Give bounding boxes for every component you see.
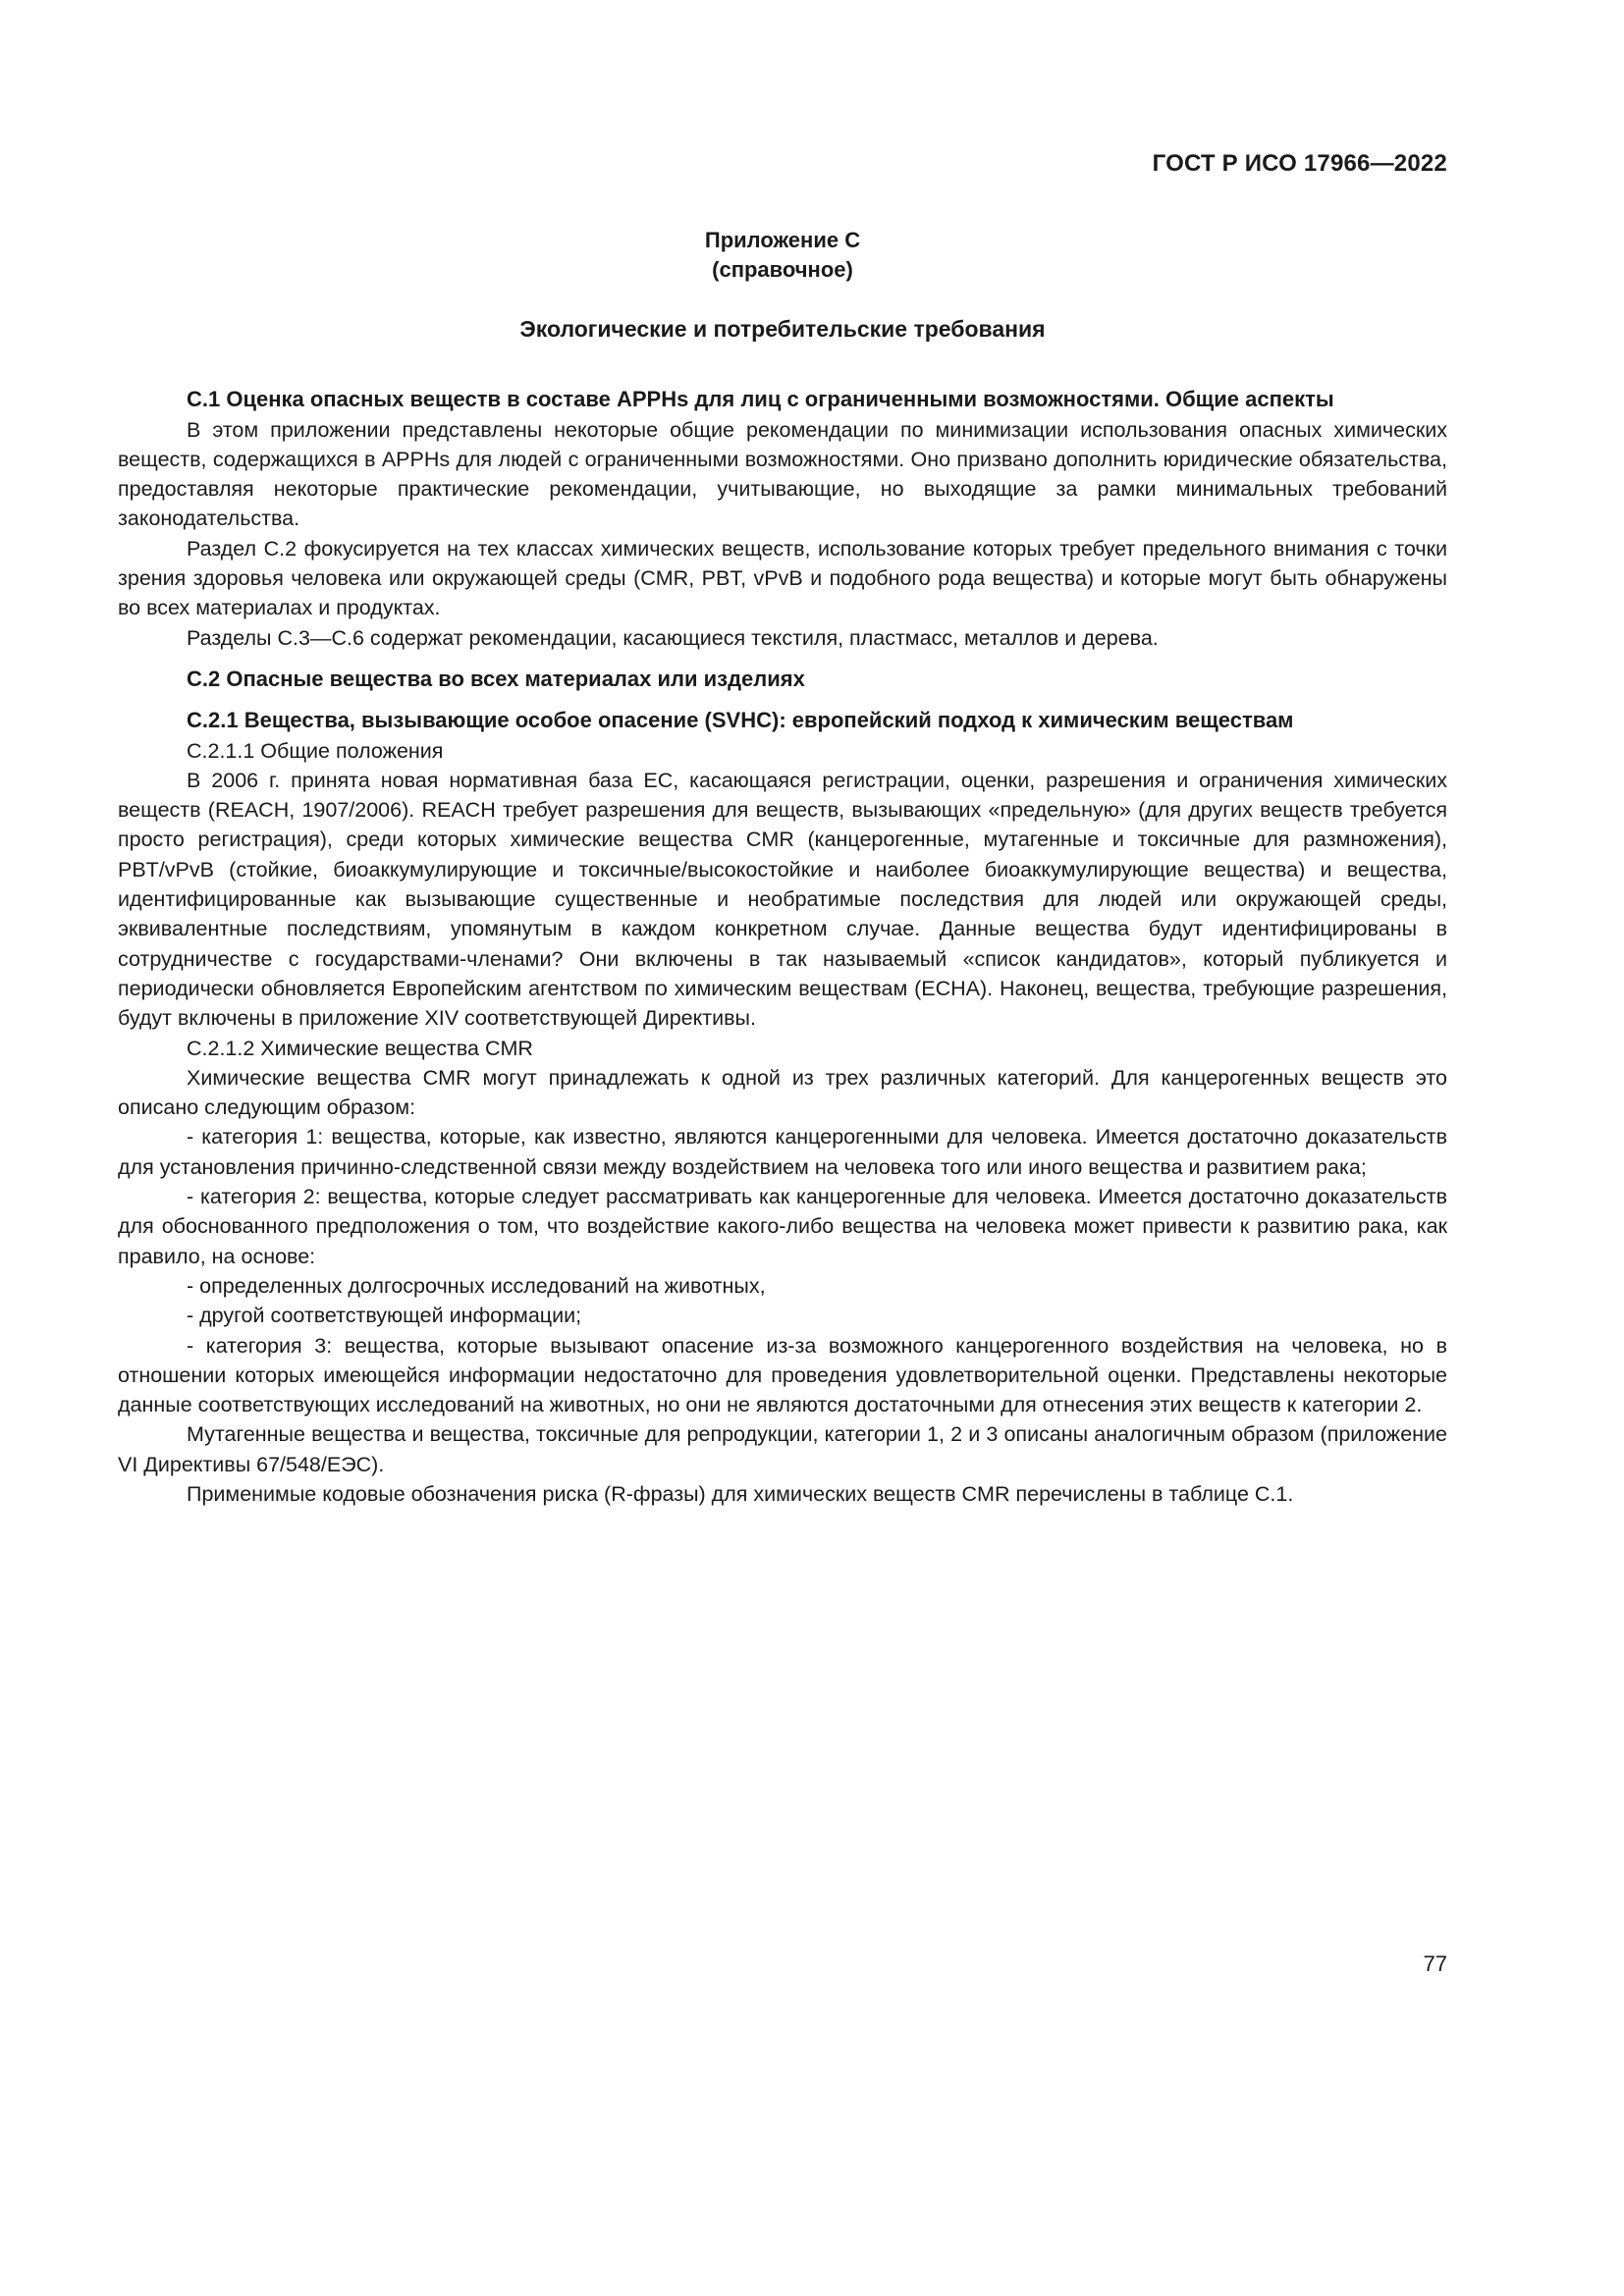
appendix-title: Экологические и потребительские требования (519, 316, 1046, 342)
c212-paragraph: Мутагенные вещества и вещества, токсичные для репродукции, категории 1, 2 и 3 описаны аналогичным образом (приложение VI Директивы 67/548/ЕЭС). (118, 1422, 1447, 1476)
c212-paragraph: Применимые кодовые обозначения риска (R-фразы) для химических веществ CMR перечислены в таблице С.1. (187, 1481, 1294, 1506)
list-item: - категория 1: вещества, которые, как известно, являются канцерогенными для человека. Имеется достаточно доказательств для установления причинно-следственной связи между воздействием на человека того или иного вещества и развитием рака; (118, 1125, 1447, 1179)
section-c1-heading: С.1 Оценка опасных веществ в составе APPHs для лиц с ограниченными возможностями. Общие аспекты (187, 387, 1334, 412)
c1-paragraph: Разделы С.3—С.6 содержат рекомендации, касающиеся текстиля, пластмасс, металлов и дерева. (187, 625, 1159, 650)
c211-paragraph: В 2006 г. принята новая нормативная база ЕС, касающаяся регистрации, оценки, разрешения и ограничения химических веществ (REACH, 1907/2006). REACH требует разрешения для веществ, вызывающих «предельную» (для других веществ требуется просто регистрация), среди которых химические вещества CMR (канцерогенные, мутагенные и токсичные для размножения), PBT/vPvB (стойкие, биоаккумулирующие и токсичные/высокостойкие и наиболее биоаккумулирующие вещества) и вещества, идентифицированные как вызывающие существенные и необратимые последствия для людей или окружающей среды, эквивалентные последствиям, упомянутым в каждом конкретном случае. Данные вещества будут идентифицированы в сотрудничестве с государствами-членами? Они включены в так называемый «список кандидатов», который публикуется и периодически обновляется Европейским агентством по химическим веществам (ECHA). Наконец, вещества, требующие разрешения, будут включены в приложение XIV соответствующей Директивы. (118, 768, 1447, 1031)
page-content (118, 226, 1447, 1509)
c1-paragraph: В этом приложении представлены некоторые общие рекомендации по минимизации использования опасных химических веществ, содержащихся в APPHs для людей с ограниченными возможностями. Оно призвано дополнить юридические обязательства, предоставляя некоторые практические рекомендации, учитывающие, но выходящие за рамки минимальных требований законодательства. (118, 417, 1447, 531)
c1-paragraph: Раздел С.2 фокусируется на тех классах химических веществ, использование которых требует предельного внимания с точки зрения здоровья человека или окружающей среды (CMR, PBT, vPvB и подобного рода вещества) и которые могут быть обнаружены во всех материалах и продуктах. (118, 536, 1447, 620)
section-c21-heading: С.2.1 Вещества, вызывающие особое опасение (SVHC): европейский подход к химическим веществам (187, 708, 1294, 733)
list-item: - категория 2: вещества, которые следует рассматривать как канцерогенные для человека. Имеется достаточно доказательств для обоснованного предположения о том, что воздействие какого-либо вещества на человека может привести к развитию рака, как правило, на основе: (118, 1185, 1447, 1268)
appendix-label: Приложение С (704, 228, 861, 252)
document-code: ГОСТ Р ИСО 17966—2022 (1152, 150, 1447, 177)
page-number: 77 (1423, 1951, 1447, 1976)
c212-intro: Химические вещества CMR могут принадлежать к одной из трех различных категорий. Для канцерогенных веществ это описано следующим образом: (118, 1065, 1447, 1120)
appendix-type: (справочное) (712, 257, 853, 282)
section-c2-heading: С.2 Опасные вещества во всех материалах или изделиях (187, 666, 805, 691)
section-c212-heading: С.2.1.2 Химические вещества CMR (187, 1036, 533, 1060)
list-item: - определенных долгосрочных исследований на животных, (187, 1273, 766, 1298)
section-c211-heading: С.2.1.1 Общие положения (187, 738, 444, 763)
list-item: - категория 3: вещества, которые вызывают опасение из-за возможного канцерогенного воздействия на человека, но в отношении которых имеющейся информации недостаточно для проведения удовлетворительной оценки. Представлены некоторые данные соответствующих исследований на животных, но они не являются достаточными для отнесения этих веществ к категории 2. (118, 1333, 1447, 1417)
list-item: - другой соответствующей информации; (187, 1304, 582, 1328)
